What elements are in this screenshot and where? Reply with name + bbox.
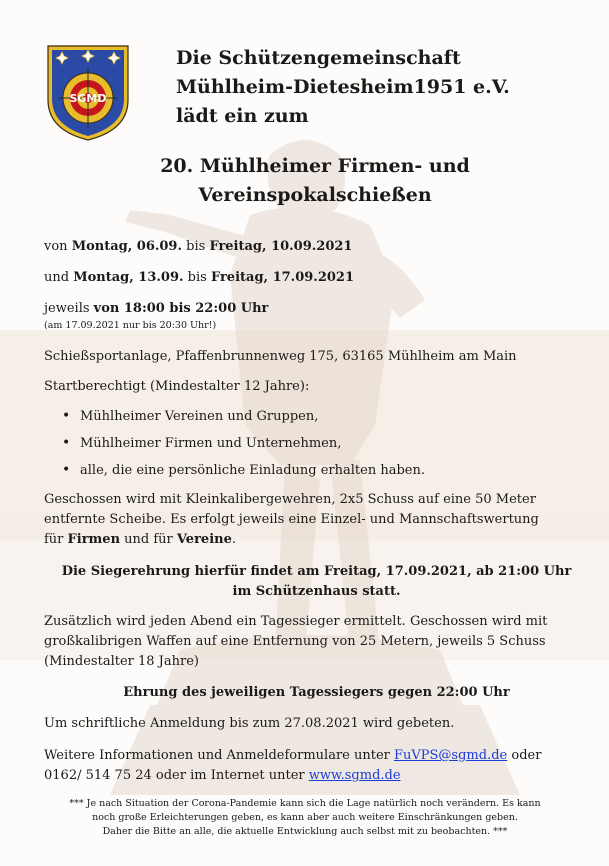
eligibility-item: • alle, die eine persönliche Einladung erhalten haben.	[60, 457, 580, 484]
heading-line: Mühlheim-Dietesheim1951 e.V.	[176, 76, 510, 98]
award-ceremony-notice: Die Siegerehrung hierfür findet am Freitag, 17.09.2021, ab 21:00 Uhr im Schützenhaus statt.	[61, 564, 572, 599]
event-title-line: 20. Mühlheimer Firmen- und	[160, 155, 470, 177]
website-link[interactable]: www.sgmd.de	[308, 768, 401, 783]
eligibility-item: • Mühlheimer Vereinen und Gruppen,	[60, 403, 580, 430]
heading-line: lädt ein zum	[176, 105, 309, 127]
eligibility-item: • Mühlheimer Firmen und Unternehmen,	[60, 430, 580, 457]
daily-times: jeweils von 18:00 bis 22:00 Uhr	[44, 301, 269, 316]
competition-rules: Geschossen wird mit Kleinkalibergewehren, 2x5 Schuss auf eine 50 Meter entfernte Scheibe. Es erfolgt jeweils eine Einzel- und Mannschaftswertung für Firmen und für Vereine.	[44, 492, 539, 547]
corona-disclaimer: *** Je nach Situation der Corona-Pandemie kann sich die Lage natürlich noch verändern. Es kann noch große Erleichterungen geben, es kann aber auch weitere Einschränkungen geben. Daher die Bitte an alle, die aktuelle Entwicklung auch selbst mit zu beobachten. ***	[69, 798, 541, 837]
event-title	[100, 152, 530, 210]
daily-winner-award: Ehrung des jeweiligen Tagessiegers gegen 22:00 Uhr	[123, 685, 510, 700]
club-crest-logo	[44, 42, 132, 142]
registration-deadline: Um schriftliche Anmeldung bis zum 27.08.2021 wird gebeten.	[44, 716, 455, 731]
contact-info: Weitere Informationen und Anmeldeformulare unter FuVPS@sgmd.de oder 0162/ 514 75 24 oder im Internet unter www.sgmd.de	[44, 748, 542, 783]
email-link[interactable]: FuVPS@sgmd.de	[394, 748, 508, 763]
daily-winner-description: Zusätzlich wird jeden Abend ein Tagessieger ermittelt. Geschossen wird mit großkalibrigen Waffen auf eine Entfernung von 25 Metern, jeweils 5 Schuss (Mindestalter 18 Jahre)	[44, 614, 548, 669]
invitation-heading	[176, 44, 596, 131]
date-range-week-1: von Montag, 06.09. bis Freitag, 10.09.2021	[44, 239, 353, 254]
date-range-week-2: und Montag, 13.09. bis Freitag, 17.09.2021	[44, 270, 354, 285]
eligibility-list	[60, 403, 580, 484]
heading-line: Die Schützengemeinschaft	[176, 47, 461, 69]
eligibility-heading: Startberechtigt (Mindestalter 12 Jahre):	[44, 379, 310, 394]
venue-address: Schießsportanlage, Pfaffenbrunnenweg 175, 63165 Mühlheim am Main	[44, 349, 517, 364]
event-title-line: Vereinspokalschießen	[198, 184, 432, 206]
svg-text:SGMD: SGMD	[69, 92, 107, 105]
final-day-time-note: (am 17.09.2021 nur bis 20:30 Uhr!)	[44, 320, 217, 331]
